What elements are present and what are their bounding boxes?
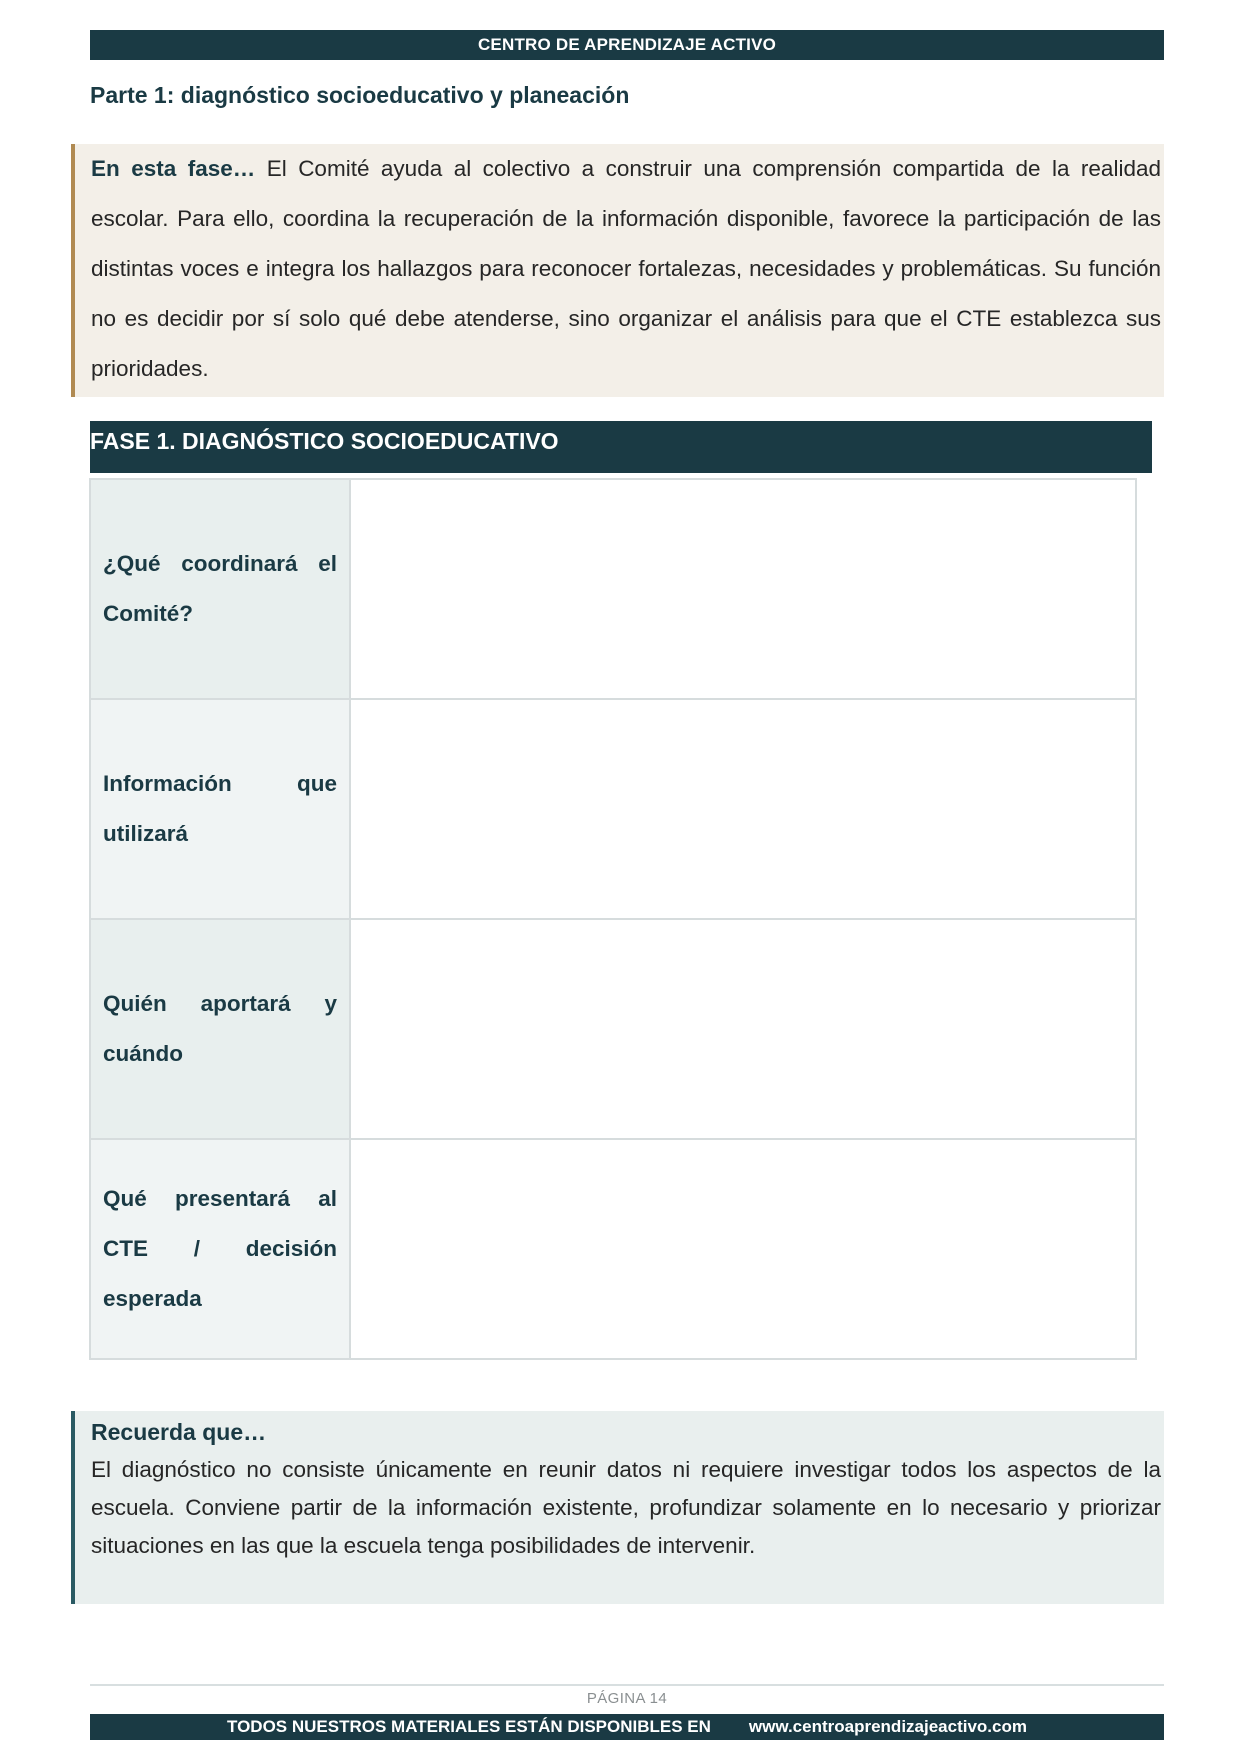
intro-body: El Comité ayuda al colectivo a construir una comprensión compartida de la realidad escolar. Para ello, coordina la recuperación de la información disponible, favorece la participación de las distintas voces e integra los hallazgos para reconocer fortalezas, necesidades y problemáticas. Su función no es decidir por sí solo qué debe atenderse, sino organizar el análisis para que el CTE establezca sus prioridades. — [91, 156, 1161, 381]
row-answer-present-cte[interactable] — [350, 1139, 1136, 1359]
footer-banner-text: TODOS NUESTROS MATERIALES ESTÁN DISPONIBLES EN — [227, 1717, 711, 1736]
footer-banner — [90, 1714, 1164, 1740]
reminder-title: Recuerda que… — [91, 1419, 267, 1445]
phase-table — [89, 478, 1137, 1360]
intro-paragraph — [91, 144, 1161, 394]
table-row — [90, 1139, 1136, 1359]
table-row — [90, 919, 1136, 1139]
row-label-present-cte: Qué presentará al CTE / decisión esperada — [90, 1139, 350, 1359]
header-banner: CENTRO DE APRENDIZAJE ACTIVO — [90, 30, 1164, 60]
row-label-information: Información que utilizará — [90, 699, 350, 919]
footer-divider — [90, 1684, 1164, 1686]
reminder-text: El diagnóstico no consiste únicamente en reunir datos ni requiere investigar todos los aspectos de la escuela. Conviene partir de la información existente, profundizar solamente en lo necesario y priorizar situaciones en las que la escuela tenga posibilidades de intervenir. — [91, 1457, 1161, 1558]
row-answer-who-when[interactable] — [350, 919, 1136, 1139]
table-row — [90, 699, 1136, 919]
phase-title: FASE 1. DIAGNÓSTICO SOCIOEDUCATIVO — [90, 421, 1152, 473]
reminder-callout — [71, 1411, 1164, 1604]
row-label-who-when: Quién aportará y cuándo — [90, 919, 350, 1139]
footer-url-link[interactable]: www.centroaprendizajeactivo.com — [748, 1717, 1027, 1736]
row-answer-information[interactable] — [350, 699, 1136, 919]
row-label-coordinate: ¿Qué coordinará el Comité? — [90, 479, 350, 699]
page-number: PÁGINA 14 — [586, 1690, 668, 1707]
intro-callout — [71, 144, 1164, 397]
row-answer-coordinate[interactable] — [350, 479, 1136, 699]
part-title: Parte 1: diagnóstico socioeducativo y planeación — [90, 82, 630, 108]
table-row — [90, 479, 1136, 699]
intro-lead: En esta fase… — [91, 156, 256, 181]
